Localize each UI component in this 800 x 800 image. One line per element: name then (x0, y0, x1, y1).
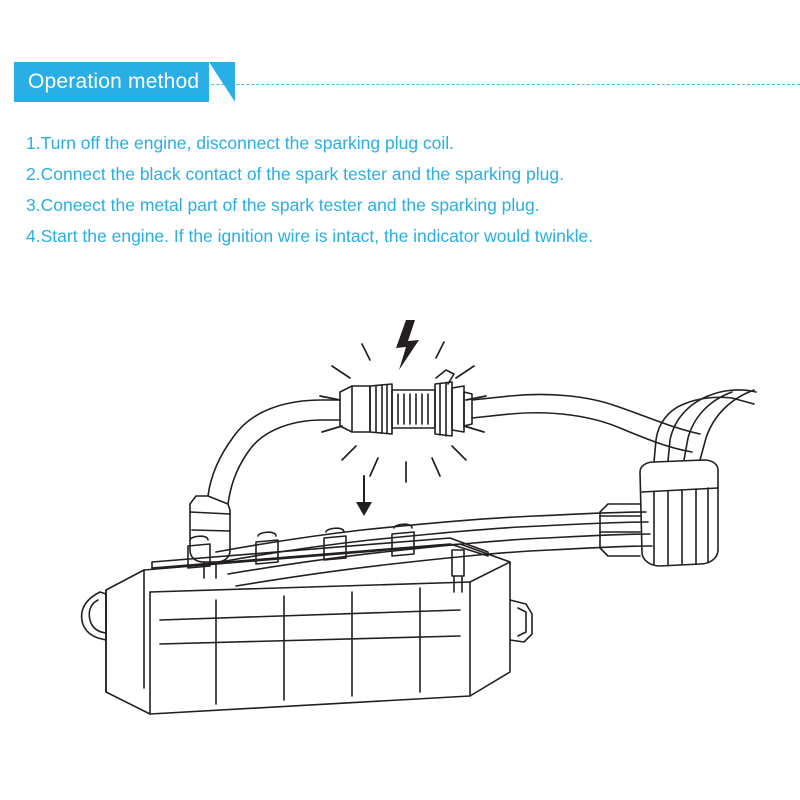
list-item: 3.Coneect the metal part of the spark tester and the sparking plug. (26, 195, 540, 215)
steps-list (26, 128, 766, 252)
spark-tester-body (340, 370, 472, 436)
ignition-wire-bundle (216, 512, 652, 586)
ignition-wire-right (472, 394, 700, 452)
down-arrow-icon (356, 476, 372, 516)
lightning-bolt-icon (396, 320, 419, 370)
section-header (0, 62, 800, 108)
engine-diagram-svg (40, 300, 770, 740)
list-item: 4.Start the engine. If the ignition wire is intact, the indicator would twinkle. (26, 226, 594, 246)
tab-arrow-icon (209, 62, 235, 102)
plug-boot-cable (190, 400, 340, 578)
page-title: Operation method (28, 70, 200, 93)
engine-diagram (40, 300, 770, 740)
section-title-tab (14, 62, 209, 102)
list-item: 2.Connect the black contact of the spark tester and the sparking plug. (26, 164, 564, 184)
distributor-cap (600, 390, 756, 566)
list-item: 1.Turn off the engine, disconnect the sparking plug coil. (26, 133, 455, 153)
